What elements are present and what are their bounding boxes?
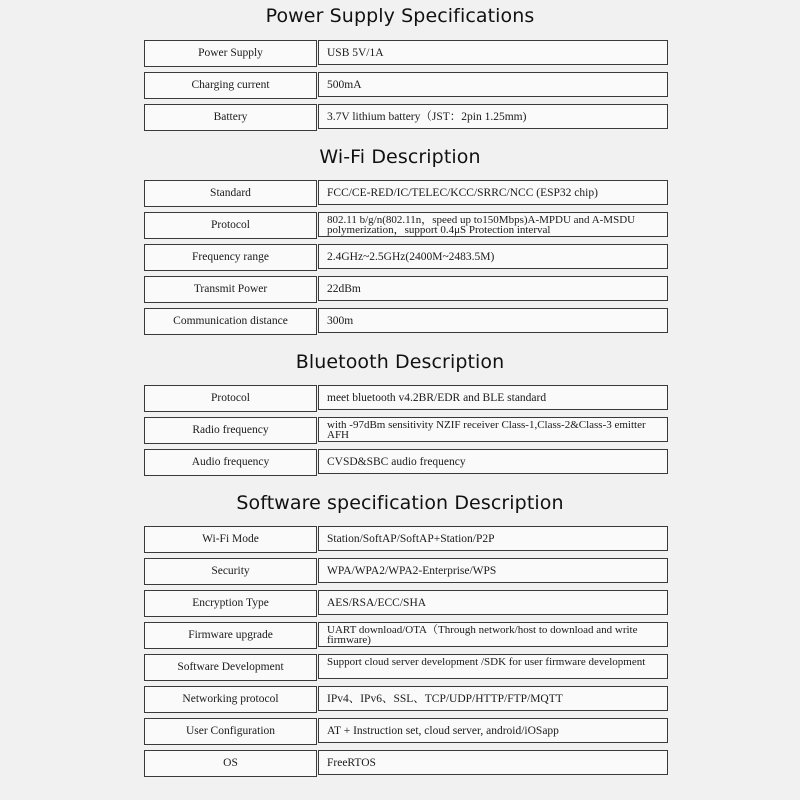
spec-value: 802.11 b/g/n(802.11n，speed up to150Mbps)A-MPDU and A-MSDU polymerization，support 0.4μS Protection interval bbox=[318, 212, 668, 237]
spec-label: Wi-Fi Mode bbox=[144, 526, 317, 553]
spec-label: Protocol bbox=[144, 385, 317, 412]
spec-row bbox=[144, 590, 668, 617]
spec-row bbox=[144, 686, 668, 713]
spec-value: AES/RSA/ECC/SHA bbox=[318, 590, 668, 615]
spec-row bbox=[144, 308, 668, 335]
spec-value: Station/SoftAP/SoftAP+Station/P2P bbox=[318, 526, 668, 551]
spec-value: meet bluetooth v4.2BR/EDR and BLE standard bbox=[318, 385, 668, 410]
spec-row bbox=[144, 104, 668, 131]
spec-label: Audio frequency bbox=[144, 449, 317, 476]
spec-value: FreeRTOS bbox=[318, 750, 668, 775]
spec-label: Power Supply bbox=[144, 40, 317, 67]
spec-label: Software Development bbox=[144, 654, 317, 681]
spec-row bbox=[144, 449, 668, 476]
spec-value: UART download/OTA（Through network/host to download and write firmware) bbox=[318, 622, 668, 647]
spec-label: Communication distance bbox=[144, 308, 317, 335]
spec-row bbox=[144, 212, 668, 239]
spec-value: with -97dBm sensitivity NZIF receiver Class-1,Class-2&Class-3 emitter AFH bbox=[318, 417, 668, 442]
spec-value: 300m bbox=[318, 308, 668, 333]
spec-value: 500mA bbox=[318, 72, 668, 97]
spec-row bbox=[144, 526, 668, 553]
spec-label: Protocol bbox=[144, 212, 317, 239]
spec-row bbox=[144, 40, 668, 67]
spec-value: USB 5V/1A bbox=[318, 40, 668, 65]
spec-value: FCC/CE-RED/IC/TELEC/KCC/SRRC/NCC (ESP32 chip) bbox=[318, 180, 668, 205]
spec-row bbox=[144, 417, 668, 444]
spec-value: WPA/WPA2/WPA2-Enterprise/WPS bbox=[318, 558, 668, 583]
section-title-software: Software specification Description bbox=[236, 492, 564, 514]
section-title-power-supply: Power Supply Specifications bbox=[265, 5, 535, 27]
section-title-wifi: Wi-Fi Description bbox=[319, 146, 481, 168]
spec-label: Standard bbox=[144, 180, 317, 207]
spec-label: Security bbox=[144, 558, 317, 585]
spec-label: User Configuration bbox=[144, 718, 317, 745]
spec-label: Networking protocol bbox=[144, 686, 317, 713]
spec-value: Support cloud server development /SDK for user firmware development bbox=[318, 654, 668, 679]
spec-row bbox=[144, 718, 668, 745]
spec-label: OS bbox=[144, 750, 317, 777]
spec-value: IPv4、IPv6、SSL、TCP/UDP/HTTP/FTP/MQTT bbox=[318, 686, 668, 711]
spec-label: Radio frequency bbox=[144, 417, 317, 444]
spec-value: 2.4GHz~2.5GHz(2400M~2483.5M) bbox=[318, 244, 668, 269]
spec-value: 3.7V lithium battery（JST：2pin 1.25mm) bbox=[318, 104, 668, 129]
spec-value: AT + Instruction set, cloud server, android/iOSapp bbox=[318, 718, 668, 743]
spec-row bbox=[144, 72, 668, 99]
spec-row bbox=[144, 385, 668, 412]
spec-row bbox=[144, 180, 668, 207]
spec-label: Transmit Power bbox=[144, 276, 317, 303]
spec-value: 22dBm bbox=[318, 276, 668, 301]
spec-row bbox=[144, 750, 668, 777]
spec-label: Charging current bbox=[144, 72, 317, 99]
spec-row bbox=[144, 622, 668, 649]
spec-value: CVSD&SBC audio frequency bbox=[318, 449, 668, 474]
spec-label: Firmware upgrade bbox=[144, 622, 317, 649]
spec-row bbox=[144, 558, 668, 585]
spec-row bbox=[144, 654, 668, 681]
spec-label: Frequency range bbox=[144, 244, 317, 271]
spec-label: Battery bbox=[144, 104, 317, 131]
spec-row bbox=[144, 244, 668, 271]
spec-label: Encryption Type bbox=[144, 590, 317, 617]
spec-row bbox=[144, 276, 668, 303]
section-title-bluetooth: Bluetooth Description bbox=[295, 351, 505, 373]
